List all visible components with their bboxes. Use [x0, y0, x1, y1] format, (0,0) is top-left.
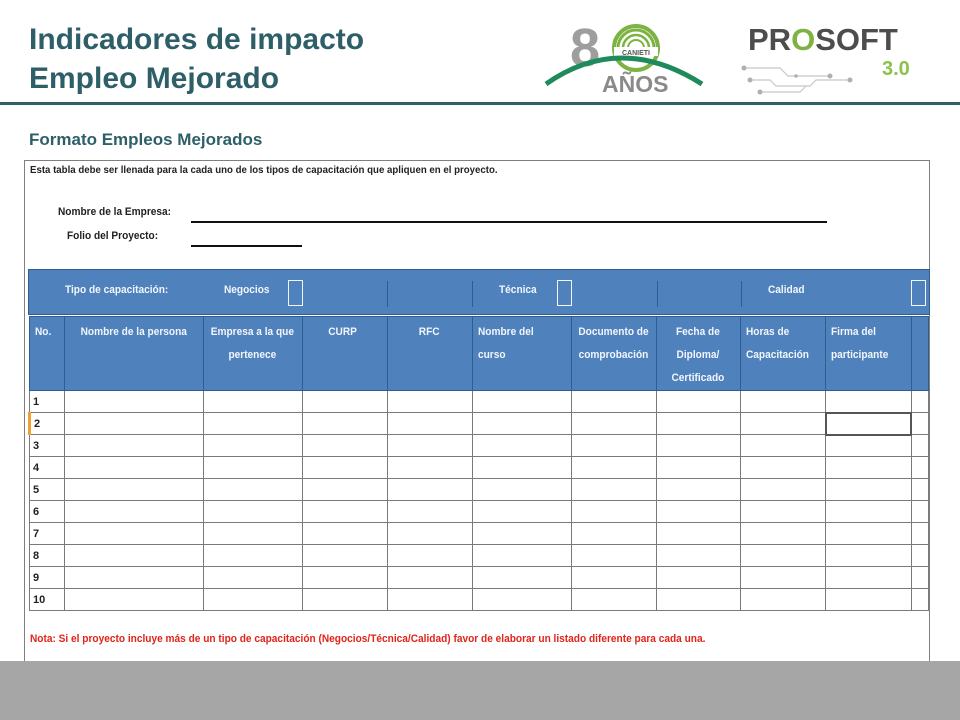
table-cell[interactable] [303, 589, 388, 611]
table-cell[interactable] [387, 457, 472, 479]
table-cell[interactable] [572, 501, 657, 523]
table-cell[interactable] [204, 413, 303, 435]
table-row [30, 545, 929, 567]
divider [472, 281, 473, 307]
prosoft-wordmark: PROSOFT [748, 22, 898, 57]
table-cell[interactable] [64, 391, 203, 413]
table-cell[interactable] [657, 567, 741, 589]
table-cell[interactable] [572, 435, 657, 457]
table-cell[interactable] [387, 391, 472, 413]
company-name-label: Nombre de la Empresa: [58, 206, 172, 218]
table-cell[interactable] [826, 479, 912, 501]
row-number: 1 [30, 391, 65, 413]
table-cell[interactable] [303, 501, 388, 523]
table-cell[interactable] [741, 545, 826, 567]
table-row [30, 501, 929, 523]
table-cell[interactable] [472, 523, 572, 545]
table-cell[interactable] [303, 457, 388, 479]
table-cell[interactable] [204, 391, 303, 413]
table-cell[interactable] [572, 391, 657, 413]
negocios-checkbox[interactable] [288, 280, 303, 306]
table-cell[interactable] [204, 523, 303, 545]
table-cell[interactable] [387, 413, 472, 435]
calidad-checkbox[interactable] [911, 280, 926, 306]
table-cell[interactable] [572, 457, 657, 479]
table-cell[interactable] [64, 523, 203, 545]
table-cell[interactable] [472, 501, 572, 523]
table-cell[interactable] [741, 391, 826, 413]
table-cell[interactable] [826, 567, 912, 589]
svg-text:8: 8 [570, 18, 601, 78]
column-header-extra [911, 317, 928, 391]
table-row [30, 391, 929, 413]
table-cell[interactable] [741, 567, 826, 589]
row-number: 4 [30, 457, 65, 479]
table-cell[interactable] [472, 391, 572, 413]
table-cell[interactable] [657, 523, 741, 545]
title-line-2: Empleo Mejorado [29, 62, 280, 95]
table-cell[interactable] [572, 413, 657, 435]
table-cell[interactable] [64, 501, 203, 523]
table-cell[interactable] [657, 413, 741, 435]
table-cell[interactable] [303, 413, 388, 435]
table-cell[interactable] [303, 391, 388, 413]
column-header-curp: CURP [303, 317, 388, 391]
page-title [29, 20, 364, 98]
table-cell[interactable] [472, 435, 572, 457]
table-cell[interactable] [387, 523, 472, 545]
table-cell[interactable] [657, 457, 741, 479]
svg-text:AÑOS: AÑOS [602, 71, 669, 94]
table-cell[interactable] [472, 457, 572, 479]
table-cell[interactable] [64, 545, 203, 567]
table-cell[interactable] [472, 545, 572, 567]
column-header-empresa: Empresa a la que pertenece [204, 317, 303, 391]
table-cell[interactable] [826, 457, 912, 479]
table-cell[interactable] [741, 589, 826, 611]
table-cell[interactable] [911, 589, 928, 611]
table-row [30, 457, 929, 479]
circuit-traces-icon [740, 56, 890, 96]
table-row [30, 589, 929, 611]
row-number: 5 [30, 479, 65, 501]
row-number: 6 [30, 501, 65, 523]
row-number: 3 [30, 435, 65, 457]
table-cell[interactable] [472, 479, 572, 501]
row-number: 9 [30, 567, 65, 589]
table-cell[interactable] [826, 391, 912, 413]
table-cell[interactable] [64, 457, 203, 479]
column-header-fecha-diploma: Fecha de Diploma/ Certificado [657, 317, 741, 391]
table-cell[interactable] [657, 435, 741, 457]
table-row [30, 435, 929, 457]
table-cell[interactable] [657, 589, 741, 611]
table-cell[interactable] [64, 413, 203, 435]
table-cell[interactable] [657, 391, 741, 413]
table-cell[interactable] [303, 523, 388, 545]
participants-table [28, 316, 929, 611]
table-cell[interactable] [657, 501, 741, 523]
title-divider [0, 102, 960, 105]
table-cell[interactable] [204, 435, 303, 457]
divider [387, 281, 388, 307]
table-cell[interactable] [64, 567, 203, 589]
table-cell[interactable] [741, 457, 826, 479]
row-number: 7 [30, 523, 65, 545]
table-cell[interactable] [741, 479, 826, 501]
table-cell[interactable] [387, 567, 472, 589]
table-cell[interactable] [657, 479, 741, 501]
form-instruction: Esta tabla debe ser llenada para la cada uno de los tipos de capacitación que apliquen en el proyecto. [30, 164, 498, 176]
employment-form [24, 160, 930, 680]
table-row [30, 567, 929, 589]
table-cell[interactable] [826, 413, 912, 435]
table-cell[interactable] [64, 479, 203, 501]
table-cell[interactable] [572, 523, 657, 545]
option-tecnica-label: Técnica [499, 284, 537, 296]
company-name-field[interactable] [191, 221, 827, 223]
table-cell[interactable] [472, 589, 572, 611]
table-cell[interactable] [387, 435, 472, 457]
table-cell[interactable] [911, 479, 928, 501]
table-cell[interactable] [572, 589, 657, 611]
table-cell[interactable] [204, 479, 303, 501]
table-cell[interactable] [387, 501, 472, 523]
row-number: 10 [30, 589, 65, 611]
table-row [30, 413, 929, 435]
project-folio-field[interactable] [191, 245, 302, 247]
table-cell[interactable] [387, 589, 472, 611]
row-number: 8 [30, 545, 65, 567]
table-cell[interactable] [826, 589, 912, 611]
title-line-1: Indicadores de impacto [29, 23, 365, 56]
table-cell[interactable] [911, 567, 928, 589]
divider [741, 281, 742, 307]
table-cell[interactable] [911, 391, 928, 413]
table-row [30, 523, 929, 545]
column-header-firma: Firma del participante [826, 317, 912, 391]
table-cell[interactable] [64, 589, 203, 611]
table-cell[interactable] [741, 501, 826, 523]
svg-text:CANIETI: CANIETI [622, 50, 650, 57]
divider [657, 281, 658, 307]
table-cell[interactable] [572, 567, 657, 589]
table-cell[interactable] [387, 545, 472, 567]
table-cell[interactable] [826, 435, 912, 457]
table-cell[interactable] [303, 567, 388, 589]
table-cell[interactable] [741, 435, 826, 457]
row-number: 2 [30, 413, 65, 435]
column-header-rfc: RFC [387, 317, 472, 391]
training-type-label: Tipo de capacitación: [65, 284, 169, 296]
table-cell[interactable] [826, 545, 912, 567]
column-header-nombre-persona: Nombre de la persona [64, 317, 203, 391]
table-cell[interactable] [387, 479, 472, 501]
column-header-no: No. [30, 317, 65, 391]
table-cell[interactable] [911, 501, 928, 523]
table-cell[interactable] [303, 479, 388, 501]
table-cell[interactable] [572, 479, 657, 501]
project-folio-label: Folio del Proyecto: [67, 230, 159, 242]
table-cell[interactable] [741, 523, 826, 545]
table-cell[interactable] [472, 413, 572, 435]
table-cell[interactable] [303, 545, 388, 567]
form-note: Nota: Si el proyecto incluye más de un tipo de capacitación (Negocios/Técnica/Calidad) favor de elaborar un listado diferente para cada una. [30, 633, 706, 645]
canieti-80-anos-logo [540, 14, 710, 94]
table-cell[interactable] [204, 589, 303, 611]
table-cell[interactable] [657, 545, 741, 567]
prosoft-version: 3.0 [882, 58, 910, 80]
table-cell[interactable] [911, 545, 928, 567]
table-cell[interactable] [911, 435, 928, 457]
slide-footer-bar [0, 661, 960, 720]
table-header-row [30, 317, 929, 391]
table-cell[interactable] [911, 413, 928, 435]
table-cell[interactable] [826, 501, 912, 523]
training-type-row [28, 269, 930, 315]
table-cell[interactable] [741, 413, 826, 435]
column-header-nombre-curso: Nombre del curso [472, 317, 572, 391]
tecnica-checkbox[interactable] [557, 280, 572, 306]
table-cell[interactable] [303, 435, 388, 457]
table-cell[interactable] [826, 523, 912, 545]
table-cell[interactable] [64, 435, 203, 457]
column-header-horas: Horas de Capacitación [741, 317, 826, 391]
table-row [30, 479, 929, 501]
prosoft-logo [740, 12, 930, 98]
option-calidad-label: Calidad [768, 284, 805, 296]
table-cell[interactable] [204, 501, 303, 523]
table-cell[interactable] [204, 567, 303, 589]
section-subtitle: Formato Empleos Mejorados [29, 130, 263, 149]
column-header-documento: Documento de comprobación [572, 317, 657, 391]
table-cell[interactable] [911, 457, 928, 479]
option-negocios-label: Negocios [224, 284, 270, 296]
table-cell[interactable] [911, 523, 928, 545]
table-cell[interactable] [572, 545, 657, 567]
table-cell[interactable] [472, 567, 572, 589]
table-cell[interactable] [204, 545, 303, 567]
table-cell[interactable] [204, 457, 303, 479]
